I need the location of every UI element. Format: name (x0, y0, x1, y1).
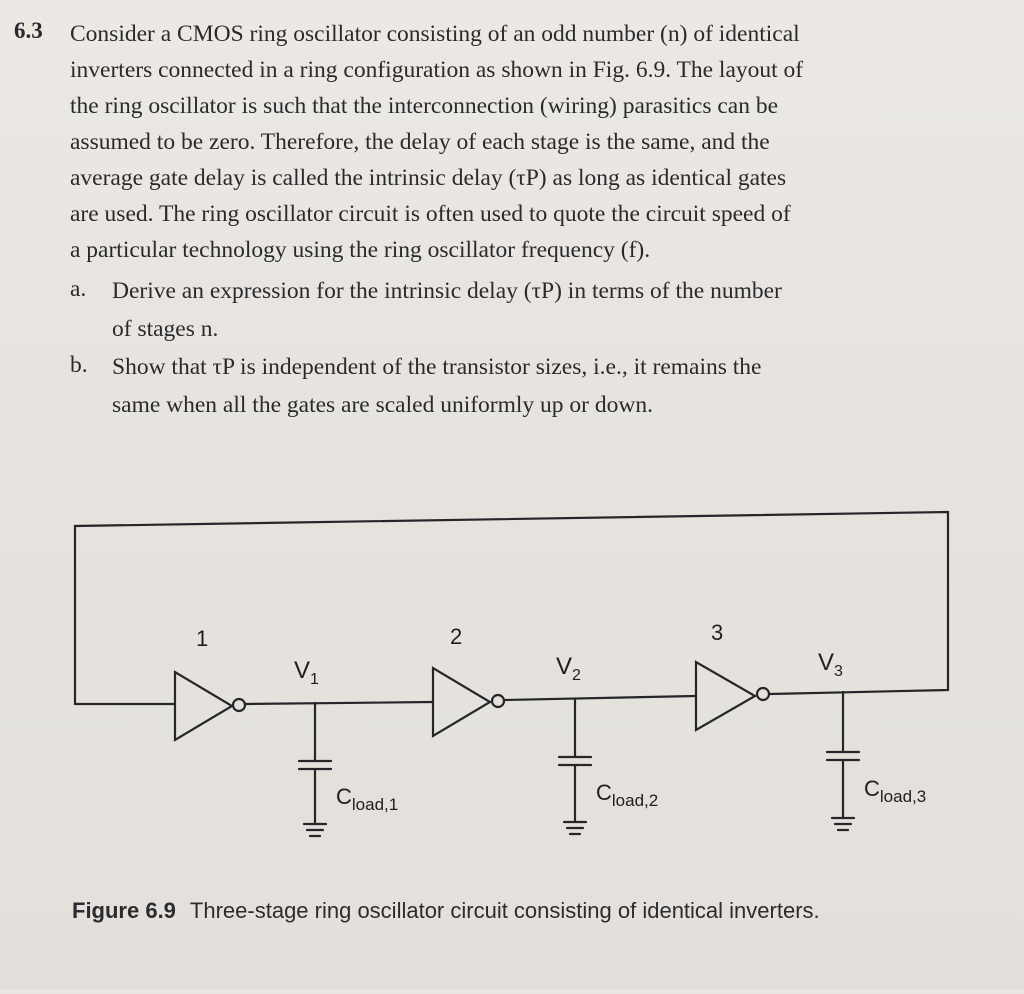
problem-statement (70, 16, 980, 268)
problem-line: a particular technology using the ring oscillator frequency (f). (70, 237, 651, 263)
inverter-2-bubble (492, 695, 504, 707)
node-v3-label: $V_3$ (818, 649, 843, 680)
inverter-2-triangle (433, 668, 490, 736)
problem-line: inverters connected in a ring configuration as shown in Fig. 6.9. The layout of (70, 57, 804, 83)
inverter-3-triangle (696, 662, 755, 730)
part-a-label: a. (70, 276, 87, 302)
part-line: same when all the gates are scaled uniformly up or down. (112, 392, 653, 418)
ground-1 (304, 824, 326, 836)
problem-line: Consider a CMOS ring oscillator consisting of an odd number (n) of identical (70, 21, 800, 47)
cap-1-plates (299, 761, 331, 769)
part-b-text (112, 348, 972, 424)
wire-1-2 (245, 702, 433, 704)
problem-line: average gate delay is called the intrinsic delay (τP) as long as identical gates (70, 165, 787, 191)
stage-1-number: 1 (196, 626, 209, 651)
node-v2-label: $V_2$ (556, 653, 581, 684)
part-line: of stages n. (112, 316, 219, 342)
cap-3-label: $C_{load,3}$ (864, 776, 927, 806)
problem-line: assumed to be zero. Therefore, the delay of each stage is the same, and the (70, 129, 770, 155)
node-v1-label: $V_1$ (294, 657, 319, 688)
cap-2-plates (559, 757, 591, 765)
problem-number: 6.3 (14, 18, 43, 43)
cap-3-plates (827, 752, 859, 760)
cap-2-label: $C_{load,2}$ (596, 780, 659, 810)
problem-line: the ring oscillator is such that the interconnection (wiring) parasitics can be (70, 93, 779, 119)
problem-line: are used. The ring oscillator circuit is often used to quote the circuit speed of (70, 201, 791, 227)
wire-2-3 (505, 696, 695, 700)
ground-3 (832, 818, 854, 830)
part-a-text (112, 272, 972, 348)
ground-2 (564, 822, 586, 834)
caption-label: Figure 6.9 (72, 898, 176, 923)
stage-2-number: 2 (450, 624, 463, 649)
part-b-label: b. (70, 352, 88, 378)
part-line: Show that τP is independent of the transistor sizes, i.e., it remains the (112, 354, 762, 380)
inverter-3-bubble (757, 688, 769, 700)
inverter-1-bubble (233, 699, 245, 711)
part-line: Derive an expression for the intrinsic delay (τP) in terms of the number (112, 278, 782, 304)
inverter-1-triangle (175, 672, 232, 740)
cap-1-label: $C_{load,1}$ (336, 784, 399, 814)
caption-text: Three-stage ring oscillator circuit consisting of identical inverters. (189, 898, 820, 923)
stage-3-number: 3 (711, 620, 724, 645)
figure-caption (72, 892, 972, 930)
